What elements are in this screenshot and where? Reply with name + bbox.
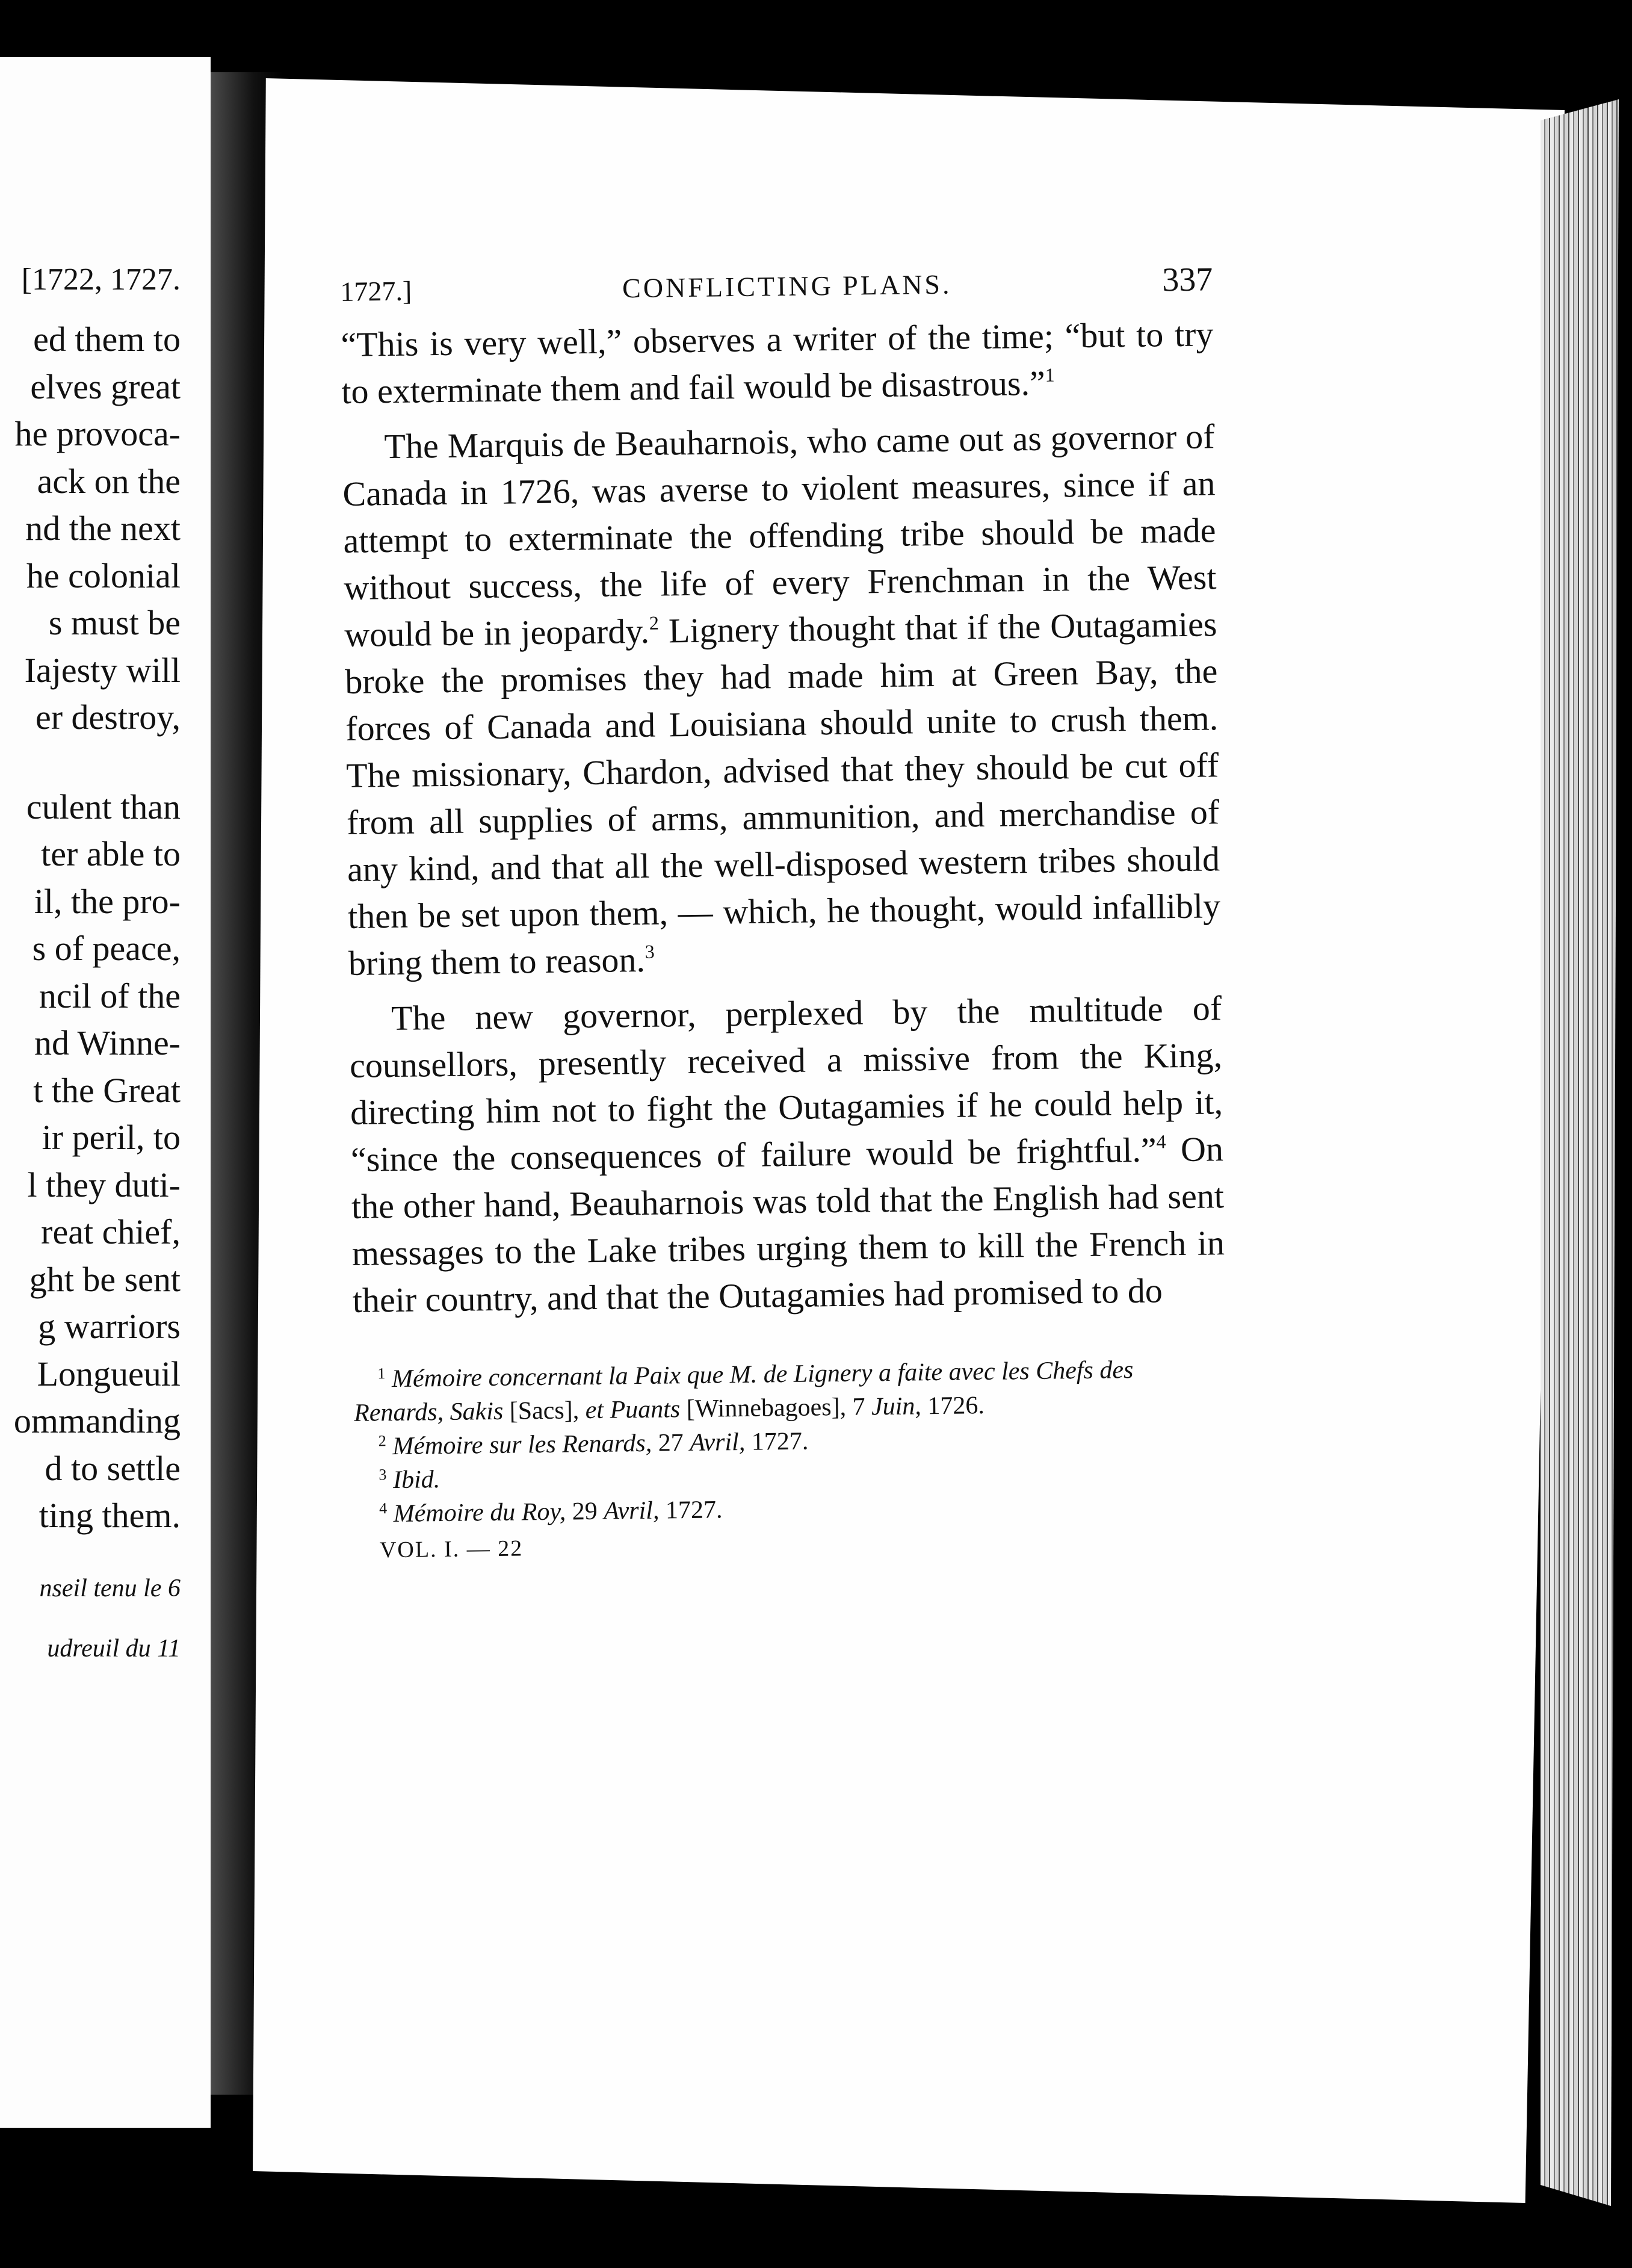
left-page-line: Longueuil	[37, 1354, 181, 1393]
page-number: 337	[1161, 261, 1213, 299]
left-page-line: ed them to	[33, 320, 181, 359]
footnote-4: $^4$ Mémoire du Roy, 29 Avril, 1727.	[379, 1496, 723, 1528]
left-page-line: g warriors	[38, 1307, 181, 1346]
left-page-line: s of peace,	[32, 929, 181, 968]
left-page-line: nd the next	[25, 509, 181, 548]
left-page-line: d to settle	[45, 1448, 181, 1488]
footnote-1: $^1$ Mémoire concernant la Paix que M. de Lignery a faite avec les Chefs des Renards, Sakis [Sacs], et Puants [Winnebagoes], 7 Juin, 1726.	[353, 1356, 1134, 1427]
running-head-date: 1727.]	[340, 275, 412, 307]
left-page-line: culent than	[26, 787, 181, 826]
left-page-header: [1722, 1727.	[21, 262, 181, 297]
left-page-line: he provoca-	[14, 414, 181, 453]
left-page-footnote: nseil tenu le 6	[39, 1575, 181, 1602]
left-page-line: he colonial	[26, 556, 181, 595]
left-page-footnote: udreuil du 11	[47, 1635, 181, 1662]
running-head-title: CONFLICTING PLANS.	[622, 268, 952, 304]
left-page-line: elves great	[30, 367, 181, 406]
paragraph-2: The Marquis de Beauharnois, who came out as governor of Canada in 1726, was averse to violent measures, since if an attempt to exterminate the offending tribe should be made without success, the life of every Frenchman in the West would be in jeopardy.$^2$ Lignery thought that if the Outagamies broke the promises they had made him at Green Bay, the forces of Canada and Louisiana should unite to crush them. The missionary, Chardon, advised that they should be cut off from all supplies of arms, ammunition, and merchandise of any kind, and that all the well-disposed western tribes should then be set upon them, — which, he thought, would infallibly bring them to reason.$^3$	[342, 417, 1221, 983]
left-page-line: ack on the	[37, 461, 181, 501]
left-page-line: ting them.	[39, 1496, 181, 1535]
footnote-ref-1: 1	[1045, 364, 1055, 386]
left-page-line: reat chief,	[41, 1212, 181, 1251]
left-page-line: Iajesty will	[24, 650, 181, 690]
footnote-ref-4: 4	[1156, 1130, 1166, 1153]
left-page-line: ght be sent	[29, 1259, 181, 1299]
left-page-line: s must be	[48, 603, 181, 642]
footnote-3: $^3$ Ibid.	[379, 1466, 440, 1495]
footnote-2: $^2$ Mémoire sur les Renards, 27 Avril, 1727.	[378, 1427, 809, 1461]
body-text	[341, 311, 1225, 1324]
left-page-line: er destroy,	[35, 698, 181, 737]
paragraph-3: The new governor, perplexed by the multitude of counsellors, presently received a missive from the King, directing him not to fight the Outagamies if he could help it, “since the consequences of failure would be frightful.”$^4$ On the other hand, Beauharnois was told that the English had sent messages to the Lake tribes urging them to kill the French in their country, and that the Outagamies had promised to do	[349, 988, 1225, 1320]
page-content	[340, 260, 1228, 1567]
left-page-line: ncil of the	[39, 976, 181, 1015]
left-page-line: l they duti-	[27, 1165, 181, 1204]
left-facing-page	[0, 57, 211, 2128]
signature-mark: VOL. I. — 22	[379, 1535, 524, 1563]
left-page-line: nd Winne-	[34, 1023, 181, 1062]
left-page-line: il, the pro-	[34, 881, 181, 921]
paragraph-1: “This is very well,” observes a writer of the time; “but to try to exterminate them and fail would be disastrous.”$^1$	[341, 314, 1214, 411]
left-page-line: ommanding	[13, 1401, 181, 1440]
footnote-ref-3: 3	[644, 940, 655, 962]
left-page-line: ter able to	[41, 834, 181, 873]
page-edges	[1541, 99, 1619, 2206]
footnote-ref-2: 2	[649, 612, 660, 634]
left-page-line: t the Great	[33, 1070, 181, 1110]
left-page-line: ir peril, to	[42, 1118, 181, 1157]
footnotes	[353, 1352, 1228, 1567]
